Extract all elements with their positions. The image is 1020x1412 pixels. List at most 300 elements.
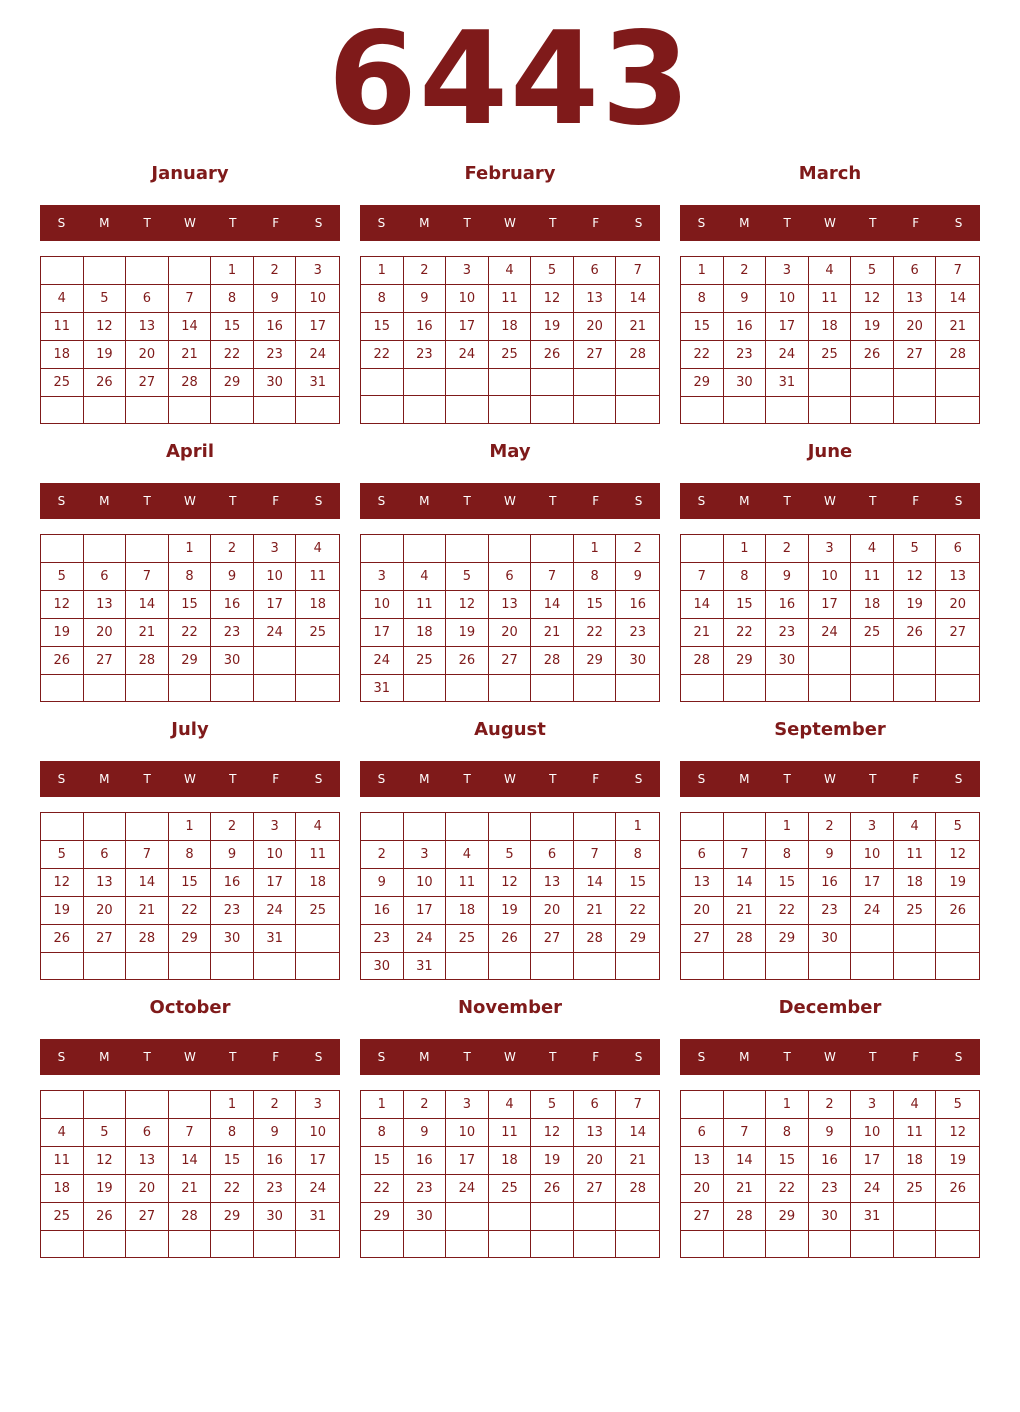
day-cell: 7 xyxy=(169,285,212,313)
day-cell: 18 xyxy=(404,619,447,647)
weekday-label: T xyxy=(549,772,557,786)
day-cell xyxy=(84,1231,127,1257)
day-cell: 4 xyxy=(446,841,489,869)
day-cell: 4 xyxy=(851,535,894,563)
day-cell: 16 xyxy=(404,313,447,341)
day-cell: 28 xyxy=(169,369,212,397)
day-cell: 13 xyxy=(936,563,979,591)
day-cell: 7 xyxy=(681,563,724,591)
day-grid xyxy=(360,256,660,424)
day-cell: 19 xyxy=(936,869,979,897)
day-cell: 6 xyxy=(574,1091,617,1119)
day-cell xyxy=(126,1091,169,1119)
weekday-label: T xyxy=(229,772,237,786)
day-cell: 19 xyxy=(936,1147,979,1175)
day-cell: 6 xyxy=(489,563,532,591)
day-cell: 8 xyxy=(169,563,212,591)
weekday-label: W xyxy=(824,1050,836,1064)
day-cell: 1 xyxy=(361,1091,404,1119)
day-cell xyxy=(851,925,894,953)
weekday-label: S xyxy=(57,216,66,230)
day-cell xyxy=(936,369,979,397)
day-cell: 14 xyxy=(574,869,617,897)
weekday-label: W xyxy=(824,772,836,786)
weekday-header xyxy=(680,1039,980,1075)
day-cell: 30 xyxy=(211,925,254,953)
weekday-label: T xyxy=(229,494,237,508)
day-cell: 6 xyxy=(681,841,724,869)
day-cell: 17 xyxy=(446,1147,489,1175)
day-cell xyxy=(489,1231,532,1257)
day-cell: 31 xyxy=(296,1203,339,1231)
day-cell: 25 xyxy=(894,1175,937,1203)
weekday-label: F xyxy=(272,216,280,230)
day-cell: 14 xyxy=(936,285,979,313)
day-cell xyxy=(296,1231,339,1257)
day-cell: 26 xyxy=(531,1175,574,1203)
day-cell: 27 xyxy=(574,1175,617,1203)
day-cell: 13 xyxy=(681,869,724,897)
day-cell: 24 xyxy=(766,341,809,369)
day-cell xyxy=(574,953,617,980)
day-cell: 2 xyxy=(254,1091,297,1119)
weekday-label: S xyxy=(634,216,643,230)
day-cell xyxy=(531,535,574,563)
day-cell: 27 xyxy=(531,925,574,953)
day-cell: 21 xyxy=(681,619,724,647)
day-cell: 19 xyxy=(41,619,84,647)
day-cell: 20 xyxy=(574,1147,617,1175)
month-december xyxy=(680,988,980,1258)
weekday-label: W xyxy=(504,494,516,508)
weekday-label: T xyxy=(143,216,151,230)
day-cell: 10 xyxy=(296,285,339,313)
day-cell xyxy=(41,1231,84,1257)
day-cell xyxy=(254,953,297,979)
day-cell: 8 xyxy=(361,1119,404,1147)
day-cell: 3 xyxy=(446,1091,489,1119)
day-cell: 28 xyxy=(936,341,979,369)
day-cell: 15 xyxy=(574,591,617,619)
weekday-header xyxy=(360,205,660,241)
day-cell xyxy=(809,397,852,423)
weekday-header xyxy=(40,205,340,241)
day-cell: 8 xyxy=(766,1119,809,1147)
day-cell: 20 xyxy=(84,897,127,925)
day-cell: 4 xyxy=(489,1091,532,1119)
day-cell xyxy=(404,396,447,423)
day-cell: 11 xyxy=(894,1119,937,1147)
day-cell: 28 xyxy=(681,647,724,675)
day-cell: 31 xyxy=(361,675,404,702)
day-cell xyxy=(894,1203,937,1231)
day-cell: 8 xyxy=(574,563,617,591)
day-cell: 18 xyxy=(809,313,852,341)
day-cell xyxy=(936,1231,979,1257)
day-cell: 17 xyxy=(254,869,297,897)
month-name: November xyxy=(457,997,563,1018)
day-cell xyxy=(404,675,447,702)
day-cell: 31 xyxy=(766,369,809,397)
weekday-label: S xyxy=(314,216,323,230)
month-june xyxy=(680,432,980,702)
day-cell: 8 xyxy=(616,841,659,869)
day-cell: 9 xyxy=(616,563,659,591)
day-cell: 30 xyxy=(404,1203,447,1231)
day-cell: 12 xyxy=(84,1147,127,1175)
day-cell xyxy=(574,675,617,702)
day-cell xyxy=(894,953,937,979)
day-cell xyxy=(936,953,979,979)
day-cell: 15 xyxy=(616,869,659,897)
day-cell: 17 xyxy=(766,313,809,341)
day-cell xyxy=(616,396,659,423)
day-cell: 23 xyxy=(361,925,404,953)
day-cell: 23 xyxy=(404,341,447,369)
day-cell: 15 xyxy=(211,1147,254,1175)
day-cell: 31 xyxy=(851,1203,894,1231)
day-grid xyxy=(40,256,340,424)
month-february xyxy=(360,154,660,424)
day-cell: 14 xyxy=(169,313,212,341)
day-cell: 6 xyxy=(84,841,127,869)
day-cell: 29 xyxy=(169,925,212,953)
weekday-label: T xyxy=(229,216,237,230)
day-cell: 10 xyxy=(766,285,809,313)
day-cell: 11 xyxy=(404,591,447,619)
day-cell: 4 xyxy=(41,285,84,313)
day-cell: 13 xyxy=(84,869,127,897)
day-cell: 2 xyxy=(809,813,852,841)
day-cell: 27 xyxy=(681,1203,724,1231)
weekday-header xyxy=(360,1039,660,1075)
day-cell xyxy=(254,675,297,701)
day-cell: 13 xyxy=(531,869,574,897)
day-cell: 20 xyxy=(574,313,617,341)
day-cell: 28 xyxy=(126,647,169,675)
day-cell: 17 xyxy=(254,591,297,619)
day-cell xyxy=(489,675,532,702)
day-cell: 7 xyxy=(616,1091,659,1119)
day-cell: 30 xyxy=(724,369,767,397)
day-cell xyxy=(489,369,532,396)
day-cell xyxy=(489,396,532,423)
day-cell: 21 xyxy=(574,897,617,925)
day-cell xyxy=(41,397,84,423)
day-cell: 29 xyxy=(574,647,617,675)
day-cell: 11 xyxy=(894,841,937,869)
day-cell xyxy=(446,369,489,396)
day-cell: 30 xyxy=(616,647,659,675)
day-cell: 20 xyxy=(489,619,532,647)
day-cell: 6 xyxy=(574,257,617,285)
day-cell: 24 xyxy=(851,1175,894,1203)
day-cell: 16 xyxy=(616,591,659,619)
day-cell: 14 xyxy=(126,869,169,897)
day-cell: 23 xyxy=(254,1175,297,1203)
day-cell: 28 xyxy=(724,925,767,953)
day-cell: 4 xyxy=(296,535,339,563)
day-cell: 2 xyxy=(211,535,254,563)
day-cell xyxy=(169,397,212,423)
weekday-label: S xyxy=(634,772,643,786)
day-cell: 3 xyxy=(361,563,404,591)
day-cell: 23 xyxy=(766,619,809,647)
day-cell: 27 xyxy=(936,619,979,647)
day-cell: 1 xyxy=(169,813,212,841)
weekday-label: W xyxy=(184,494,196,508)
day-cell xyxy=(254,397,297,423)
day-cell xyxy=(851,675,894,701)
day-cell xyxy=(531,675,574,702)
day-cell: 9 xyxy=(404,285,447,313)
day-grid xyxy=(680,1090,980,1258)
day-cell: 22 xyxy=(766,897,809,925)
day-cell xyxy=(169,953,212,979)
day-cell: 5 xyxy=(531,257,574,285)
weekday-label: S xyxy=(954,494,963,508)
day-cell xyxy=(851,647,894,675)
day-cell: 12 xyxy=(851,285,894,313)
day-cell: 22 xyxy=(169,897,212,925)
day-cell: 4 xyxy=(894,813,937,841)
weekday-label: S xyxy=(634,1050,643,1064)
day-cell: 14 xyxy=(126,591,169,619)
day-cell: 16 xyxy=(766,591,809,619)
day-cell: 27 xyxy=(84,925,127,953)
day-cell xyxy=(211,397,254,423)
day-cell: 7 xyxy=(169,1119,212,1147)
day-cell: 9 xyxy=(404,1119,447,1147)
day-cell: 19 xyxy=(84,341,127,369)
day-cell: 19 xyxy=(531,1147,574,1175)
day-cell xyxy=(489,813,532,841)
day-cell: 1 xyxy=(681,257,724,285)
day-cell: 5 xyxy=(41,841,84,869)
day-cell: 5 xyxy=(41,563,84,591)
day-cell: 9 xyxy=(809,841,852,869)
day-cell: 10 xyxy=(446,285,489,313)
day-cell: 4 xyxy=(404,563,447,591)
day-cell xyxy=(84,257,127,285)
day-cell xyxy=(616,953,659,980)
day-cell: 12 xyxy=(489,869,532,897)
day-grid xyxy=(680,812,980,980)
day-cell: 23 xyxy=(616,619,659,647)
day-cell xyxy=(616,1203,659,1231)
day-cell: 10 xyxy=(809,563,852,591)
day-cell xyxy=(894,675,937,701)
weekday-header xyxy=(680,761,980,797)
day-cell xyxy=(724,675,767,701)
day-cell: 7 xyxy=(936,257,979,285)
day-cell xyxy=(681,953,724,979)
day-cell: 1 xyxy=(616,813,659,841)
weekday-label: M xyxy=(99,1050,110,1064)
day-cell xyxy=(211,1231,254,1257)
day-cell: 7 xyxy=(724,1119,767,1147)
day-cell: 3 xyxy=(766,257,809,285)
day-cell: 25 xyxy=(296,619,339,647)
weekday-label: S xyxy=(377,1050,386,1064)
day-cell: 19 xyxy=(489,897,532,925)
day-cell xyxy=(446,675,489,702)
day-cell xyxy=(361,369,404,396)
day-cell: 17 xyxy=(404,897,447,925)
day-cell xyxy=(766,953,809,979)
day-cell: 6 xyxy=(126,1119,169,1147)
day-grid xyxy=(360,1090,660,1258)
day-cell: 3 xyxy=(296,1091,339,1119)
weekday-label: T xyxy=(463,494,471,508)
day-cell xyxy=(84,535,127,563)
weekday-label: F xyxy=(912,1050,920,1064)
day-cell: 20 xyxy=(681,897,724,925)
day-cell xyxy=(361,813,404,841)
day-cell xyxy=(41,1091,84,1119)
day-cell: 29 xyxy=(724,647,767,675)
weekday-label: T xyxy=(549,1050,557,1064)
day-cell: 29 xyxy=(211,369,254,397)
day-cell: 5 xyxy=(936,1091,979,1119)
day-cell: 5 xyxy=(894,535,937,563)
day-cell: 30 xyxy=(254,1203,297,1231)
day-cell: 30 xyxy=(361,953,404,980)
month-april xyxy=(40,432,340,702)
weekday-label: F xyxy=(592,494,600,508)
day-cell: 3 xyxy=(254,535,297,563)
day-cell: 6 xyxy=(894,257,937,285)
weekday-label: T xyxy=(463,216,471,230)
day-cell: 12 xyxy=(531,1119,574,1147)
weekday-label: M xyxy=(739,772,750,786)
weekday-label: T xyxy=(549,216,557,230)
day-cell xyxy=(531,396,574,423)
day-cell: 2 xyxy=(211,813,254,841)
day-cell xyxy=(936,397,979,423)
day-cell xyxy=(724,397,767,423)
day-cell xyxy=(724,1091,767,1119)
day-cell: 11 xyxy=(851,563,894,591)
day-cell: 2 xyxy=(616,535,659,563)
day-cell xyxy=(296,647,339,675)
day-cell xyxy=(724,953,767,979)
month-name: September xyxy=(774,719,886,740)
day-cell: 26 xyxy=(894,619,937,647)
day-cell: 16 xyxy=(404,1147,447,1175)
day-cell: 18 xyxy=(894,869,937,897)
weekday-label: W xyxy=(824,216,836,230)
day-cell: 1 xyxy=(766,1091,809,1119)
day-cell xyxy=(851,953,894,979)
day-cell: 18 xyxy=(851,591,894,619)
day-cell: 26 xyxy=(489,925,532,953)
day-cell xyxy=(446,813,489,841)
month-name: July xyxy=(171,719,209,740)
day-cell: 14 xyxy=(681,591,724,619)
day-cell: 11 xyxy=(296,841,339,869)
weekday-label: T xyxy=(869,494,877,508)
day-cell: 11 xyxy=(296,563,339,591)
day-cell: 9 xyxy=(254,285,297,313)
day-cell: 29 xyxy=(211,1203,254,1231)
day-cell: 27 xyxy=(126,1203,169,1231)
weekday-label: F xyxy=(912,216,920,230)
month-july xyxy=(40,710,340,980)
day-cell: 11 xyxy=(489,285,532,313)
day-cell: 25 xyxy=(894,897,937,925)
day-cell: 8 xyxy=(724,563,767,591)
day-cell xyxy=(84,813,127,841)
month-november xyxy=(360,988,660,1258)
day-cell: 27 xyxy=(126,369,169,397)
day-cell: 22 xyxy=(681,341,724,369)
day-cell: 31 xyxy=(296,369,339,397)
day-cell: 15 xyxy=(766,1147,809,1175)
day-cell xyxy=(446,1231,489,1257)
day-cell: 29 xyxy=(616,925,659,953)
day-cell: 20 xyxy=(126,341,169,369)
day-cell xyxy=(574,1203,617,1231)
day-cell: 30 xyxy=(254,369,297,397)
day-cell: 12 xyxy=(41,869,84,897)
day-cell xyxy=(851,369,894,397)
day-cell: 13 xyxy=(126,1147,169,1175)
day-cell: 4 xyxy=(41,1119,84,1147)
day-cell: 13 xyxy=(84,591,127,619)
day-cell: 30 xyxy=(809,1203,852,1231)
day-cell: 14 xyxy=(724,1147,767,1175)
day-cell xyxy=(809,675,852,701)
day-cell: 5 xyxy=(936,813,979,841)
day-cell: 15 xyxy=(361,1147,404,1175)
day-cell xyxy=(404,813,447,841)
day-cell: 3 xyxy=(254,813,297,841)
day-cell xyxy=(361,1231,404,1257)
day-cell: 12 xyxy=(41,591,84,619)
day-cell xyxy=(404,1231,447,1257)
day-cell: 31 xyxy=(254,925,297,953)
day-cell: 23 xyxy=(809,897,852,925)
day-cell xyxy=(851,1231,894,1257)
day-cell xyxy=(936,647,979,675)
day-grid xyxy=(40,1090,340,1258)
month-september xyxy=(680,710,980,980)
day-cell xyxy=(531,953,574,980)
day-cell: 26 xyxy=(531,341,574,369)
day-cell: 19 xyxy=(851,313,894,341)
weekday-label: T xyxy=(783,1050,791,1064)
weekday-label: S xyxy=(697,216,706,230)
day-cell: 26 xyxy=(936,897,979,925)
weekday-label: F xyxy=(592,216,600,230)
day-cell: 6 xyxy=(84,563,127,591)
month-name: February xyxy=(464,163,556,184)
day-cell xyxy=(254,1231,297,1257)
year-title: 6443 xyxy=(327,5,693,154)
weekday-label: M xyxy=(99,772,110,786)
day-cell: 14 xyxy=(531,591,574,619)
day-cell: 12 xyxy=(936,1119,979,1147)
day-cell: 16 xyxy=(809,869,852,897)
weekday-label: M xyxy=(419,772,430,786)
day-cell: 21 xyxy=(616,313,659,341)
day-cell xyxy=(809,953,852,979)
day-cell xyxy=(851,397,894,423)
day-cell xyxy=(169,675,212,701)
day-cell: 6 xyxy=(681,1119,724,1147)
day-cell: 4 xyxy=(809,257,852,285)
